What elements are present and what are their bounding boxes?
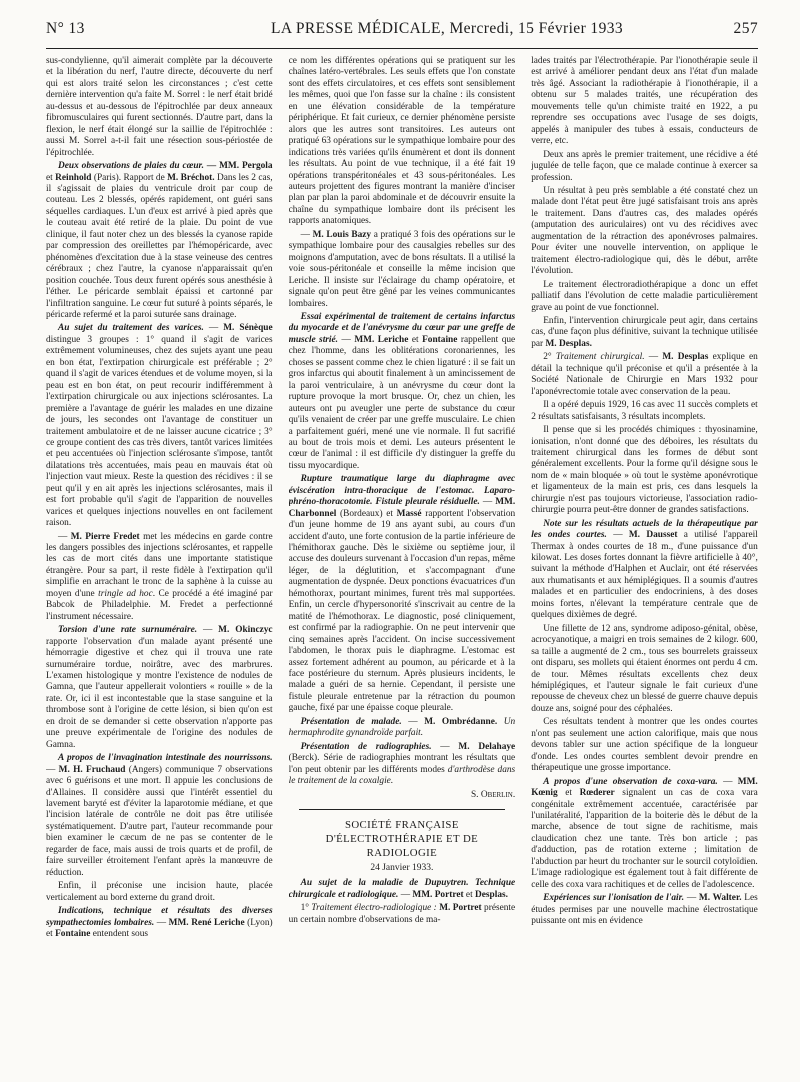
author: Desplas. — [475, 889, 508, 900]
section-heading: Expériences sur l'ionisation de l'air. — [543, 893, 685, 904]
author: M. Bréchot. — [167, 172, 215, 183]
text: — — [479, 497, 496, 508]
author: Rœderer — [579, 788, 615, 799]
masthead — [46, 20, 758, 44]
author: M. Desplas. — [545, 338, 592, 349]
paragraph: Une fillette de 12 ans, syndrome adiposo-génital, obèse, acrocyanotique, a maigri en trois semaines de 2 kilogr. 600, sa taille a augmenté de 2 cm., tous ses bourrelets graisseux ont disparu, ses mollets qui étaient énormes ont perdu 4 cm. de tour. Mêmes résultats excellents chez deux hémiplégiques, et l'auteur signale le fait curieux d'une repousse de cheveux chez un blessé de guerre chauve depuis douze ans, soigné pour des céphalées. — [531, 623, 758, 714]
author: M. Walter. — [698, 893, 742, 904]
society-name-line-1: SOCIÉTÉ FRANÇAISE — [344, 819, 459, 831]
author: M. Sénèque — [223, 323, 273, 334]
text: et — [46, 172, 56, 183]
column-3 — [531, 56, 758, 1074]
column-2 — [289, 56, 516, 1074]
text: — — [58, 531, 71, 542]
section-heading: A propos d'une observation de coxa-vara. — [543, 776, 718, 787]
text: rapporte l'observation d'un malade ayant présenté une hémorragie digestive et chez qui il trouva une rate surnuméraire tordue, noirâtre, avec des marbrures. L'examen histologique y montre l'existence de nodules de Gamna, que l'auteur appellerait volontiers « rouille » de la rate. Or, ici il est incontestable que la stase sanguine et la thrombose sont à l'origine de cette lésion, si bien qu'on est en droit de se demander si cette observation n'apporte pas une preuve expérimentale de l'origine des nodules de Gamna. — [46, 636, 273, 750]
text: (Angers) communique 7 observations avec 6 guérisons et une mort. Il appuie les conclusions de d'Allaines. Il considère aussi que l'intérêt essentiel du lavement baryté est d'éviter la laparotomie médiane, et que l'incision latérale de contrôle ne doit pas être utilisée systématiquement. D'autre part, l'auteur recommande pour bien examiner le cæcum de ne pas se contenter de le regarder de face, mais aussi de trois quarts et de profil, de faire surveiller étroitement l'enfant après la manœuvre de réduction. — [46, 764, 273, 878]
paragraph — [289, 742, 516, 788]
text: (Berck). Série de radiographies montrant les résultats que l'on peut obtenir par les différents modes — [288, 753, 516, 775]
text: . Ce procédé a été imaginé par Babcok de Philadelphie. M. Fredet a perfectionné l'instrument nécessaire. — [46, 588, 273, 622]
paragraph: Le traitement électroradiothérapique a donc un effet palliatif dans l'évolution de cette maladie particulièrement grave au point de vue fonctionnel. — [531, 279, 758, 313]
italic-text: Un hermaphrodite gynandroïde parfait. — [288, 716, 516, 739]
author: M. Dausset — [628, 530, 678, 541]
author: Massé — [396, 508, 422, 519]
paragraph — [46, 906, 273, 940]
author: M. Okinczyc — [218, 625, 273, 636]
paragraph: sus-condylienne, qu'il aimerait complète par la découverte et la libération du nerf, l'autre directe, découverte du nerf qui est alors traité selon les circonstances ; c'est cette dernière intervention qu'a faite M. Sorrel : le nerf était bridé au-dessus et au-dessous de l'épitrochlée par deux anneaux fibromusculaires qui furent sectionnés. D'autre part, dans la flexion, le nerf était élongé sur la saillie de l'épitrochlée : aussi M. Sorrel a-t-il fait une résection sous-périostée de l'épitrochlée. — [46, 56, 273, 158]
text: — — [154, 917, 169, 928]
author: MM. René Leriche — [168, 917, 245, 928]
author: MM. Pergola — [219, 161, 273, 172]
section-heading: Au sujet du traitement des varices. — [58, 323, 204, 334]
paragraph: Un résultat à peu près semblable a été constaté chez un malade dont l'état peut être jugé satisfaisant trois ans après le traitement. Dans d'autres cas, des malades opérés (amputation des auriculaires) ont vu des récidives avec augmentation de la rétraction des aponévroses palmaires. Pour éviter une nouvelle intervention, on applique le traitement électro-radiologique qui, dès le début, arrête l'évolution. — [531, 185, 758, 277]
issue-number: N° 13 — [46, 20, 85, 37]
text: et — [557, 788, 580, 799]
paragraph: Ces résultats tendent à montrer que les ondes courtes n'ont pas seulement une action calorifique, mais que nous devons tabler sur une action spécifique de la longueur d'onde. Les ondes courtes semblent devoir prendre en thérapeutique une grosse importance. — [531, 717, 758, 774]
author: Fontaine — [55, 928, 91, 939]
paragraph — [46, 161, 273, 321]
text: 1° — [300, 903, 312, 914]
paragraph — [46, 625, 273, 751]
text: signalent un cas de coxa vara congénitale extrêmement accentuée, caractérisée par l'unilatéralité, l'apparition de la boiterie dès le début de la marche, absence de tout signe de rachitisme, mais claudication chez une tante. Très bon article ; pas d'adduction, pas de rotation externe ; limitation de l'abduction par heurt du trochanter sur le sourcil cotyloïdien. L'image radiologique est également tout à fait différente de celle des coxa vara rachitiques et de celles de l'adolescence. — [531, 788, 758, 890]
text: entendent sous — [90, 928, 149, 939]
text: — — [338, 334, 355, 345]
text: explique en détail la technique qu'il préconise et qu'il a présentée à la Société Nationale de Chirurgie en Mars 1932 pour l'aponévrectomie totale avec conservation de la peau. — [531, 352, 758, 397]
section-heading: Rupture traumatique large du diaphragme avec éviscération intra-thoracique de l'estomac. Laparo-phréno-thoracotomie. Fistule pleurale résiduelle. — [288, 474, 516, 508]
paragraph — [289, 312, 516, 472]
author: MM. Kœnig — [531, 776, 758, 799]
author: M. Desplas — [662, 352, 709, 363]
author: M. Ombrédanne. — [424, 716, 498, 727]
text: et — [408, 334, 423, 345]
column-1 — [46, 56, 273, 1074]
text: 2° — [543, 352, 556, 363]
section-heading: Présentation de malade. — [300, 716, 402, 727]
author: M. Pierre Fredet — [70, 531, 140, 542]
section-heading: Indications, technique et résultats des diverses sympathectomies lombaires. — [46, 906, 273, 928]
text: rappellent que chez l'homme, dans les oblitérations coronariennes, les choses se passent comme chez le chien ligaturé : il se fait un gros infarctus qui aboutit finalement à un amincissement de la paroi ventriculaire, à un anévrysme du cœur dont la rupture provoque la mort brusque. Or, chez un chien, les auteurs ont pu aveugler une perte de substance du cœur qu'ils venaient de créer par une greffe musculaire. Le chien a parfaitement guéri, mené une vie normale. Il fut sacrifié au bout de trois mois et demi. Les auteurs présentent le cœur de l'animal : il est difficile d'y distinguer la greffe du tissu myocardique. — [288, 334, 516, 471]
paragraph — [289, 474, 516, 715]
text: rapportent l'observation d'un jeune homme de 19 ans ayant subi, au cours d'un accident d'auto, une forte contusion de la partie inférieure de l'hémithorax gauche. Dès le sixième ou septième jour, il accuse des douleurs survenant à l'occasion d'un repas, même léger, de la déglutition, et s'accompagnant d'une augmentation de dyspnée. Deux ponctions évacuatrices d'un hémothorax, pourtant minimes, furent très mal supportées. Enfin, un cercle d'hypersonorité s'inscrivait au centre de la matité de l'hémothorax. Le diagnostic, posé cliniquement, est confirmé par la radiographie. On ne peut intervenir que cinq semaines après l'accident. On incise successivement l'abdomen, le thorax puis le diaphragme. L'estomac est assez fortement adhérent au poumon, au péricarde et à la face postérieure du sternum. Après plusieurs incidents, le malade a guéri de sa hernie. Cependant, il persiste une fistule pleurale entretenue par la rétraction du poumon gauche, fixé par une épaisse coque pleurale. — [288, 508, 516, 714]
paragraph: Deux ans après le premier traitement, une récidive a été jugulée de telle façon, que ce malade continue à exercer sa profession. — [531, 149, 758, 183]
text: — — [431, 741, 459, 752]
text: — — [398, 889, 413, 900]
author: MM. Charbonnel — [288, 497, 516, 519]
paragraph — [531, 352, 758, 398]
section-heading: Au sujet de la maladie de Dupuytren. Technique chirurgicale et radiologique. — [288, 878, 516, 900]
italic-text: Traitement chirurgical. — [555, 352, 645, 363]
section-heading: A propos de l'invagination intestinale des nourrissons. — [58, 753, 273, 764]
text: — — [717, 776, 738, 787]
society-heading — [299, 809, 506, 874]
paragraph — [46, 532, 273, 624]
text: Dans les 2 cas, il s'agissait de plaies du ventricule droit par coup de couteau. Les 2 blessés, opérés rapidement, ont guéri sans séquelles cardiaques. L'un d'eux est arrivé à pied après que le couteau avait été retiré de la plaie. Du point de vue clinique, il faut noter chez un des blessés la cyanose rapide par compression des oreillettes par l'hémopéricarde, avec phénomènes d'excitation due à la stase veineuse des centres cérébraux ; chez l'autre, la cyanose n'apparaissait qu'en position couchée. Tous deux furent opérés sous anesthésie à l'éther. Le péricarde semblait épaissi et cartonné par l'infiltration sanguine. Le cœur fut suturé à points séparés, le péricarde refermé et la paroi suturée sans drainage. — [46, 172, 273, 320]
paragraph — [289, 903, 516, 926]
text: et — [463, 889, 476, 900]
text: présente un certain nombre d'observations de ma- — [288, 903, 516, 925]
section-heading: Essai expérimental de traitement de certains infarctus du myocarde et de l'anévrysme du cœur par une greffe de muscle strié. — [288, 311, 516, 345]
paragraph — [289, 230, 516, 310]
author: M. Portret — [436, 903, 482, 914]
paragraph: Il a opéré depuis 1929, 16 cas avec 11 succès complets et 2 résultats satisfaisants, 3 résultats incomplets. — [531, 400, 758, 422]
section-heading: Torsion d'une rate surnuméraire. — [58, 625, 198, 636]
society-name-line-2: D'ÉLECTROTHÉRAPIE ET DE RADIOLOGIE — [325, 833, 479, 859]
author: MM. Leriche — [354, 334, 409, 345]
author: MM. Portret — [412, 889, 464, 900]
paragraph — [46, 753, 273, 879]
paragraph: Il pense que si les procédés chimiques : thyosinamine, ionisation, n'ont donné que des déboires, les résultats du traitement chirurgical dans les formes de début sont généralement excellents. Pour la forme qu'il désigne sous le nom de « main bloquée » où tout le système aponévrotique et ligamenteux de la main est pris, ces dans lesquels la chirurgie n'est pas toujours victorieuse, l'association radio-chirurgie pourra peut-être donner de grandes satisfactions. — [531, 425, 758, 516]
paragraph — [531, 893, 758, 927]
text: a pratiqué 3 fois des opérations sur le sympathique lombaire pour des causalgies rebelles sur des moignons d'amputation, avec de bons résultats. Il a utilisé la voie sous-péritonéale et conseille la même incision que Leriche. Il insiste sur l'éclairage du champ opératoire, et signale qu'on peut être gêné par les veines communicantes lombaires. — [288, 229, 516, 309]
author: Reinhold — [55, 172, 92, 183]
section-heading: Présentation de radiographies. — [300, 741, 432, 752]
paragraph: lades traités par l'électrothérapie. Par l'ionothérapie seule il est arrivé à améliorer pendant deux ans l'état d'un malade très âgé. Associant la radiothérapie à l'ionothérapie, il a obtenu sur 5 malades traités, une récupération des mouvements telle qu'un chimiste traité en 1922, a pu reprendre ses occupations avec l'usage de ses doigts, appelés à manipuler des tubes à essais, conducteurs de verre, etc. — [531, 56, 758, 147]
italic-text: Traitement électro-radiologique : — [311, 903, 437, 914]
society-date: 24 Janvier 1933. — [370, 863, 434, 873]
text: a utilisé l'appareil Thermax à ondes courtes de 18 m., d'une puissance d'un kilowat. Les doses fortes donnant la fièvre artificielle à 40°, suivant la méthode d'Halphen et Auclair, ont été réservées aux rhumatisants et aux hémiplégiques. Il a soumis d'autres malades et en particulier des endocriniens, à des doses moins fortes, n'élevant la température centrale que de quelques dixièmes de degré. — [531, 530, 758, 621]
paragraph — [531, 777, 758, 892]
text: — — [300, 229, 313, 240]
paragraph: ce nom les différentes opérations qui se pratiquent sur les chaînes latéro-vertébrales. Les seuls effets que l'on constate sont des effets circulatoires, et ces effets sont sensiblement les mêmes, quoi que l'on fasse sur la chaîne : ils consistent en une élévation considérable de la température périphérique. Et fait curieux, ce dernier phénomène persiste alors que les autres sont transitoires. Les auteurs ont pratiqué 63 opérations sur le sympathique lombaire pour des indications très variées qu'ils énumèrent et dont ils donnent les résultats. Au point de vue technique, il a été fait 19 opérations transpéritonéales et 43 sous-péritonéales. Les auteurs projettent des figures montrant la manière d'inciser plan par plan la paroi abdominale et de découvrir ensuite la chaîne du sympathique lombaire dont ils précisent les rapports anatomiques. — [288, 56, 516, 227]
text: (Bordeaux) et — [336, 508, 397, 519]
paragraph — [531, 519, 758, 622]
text: — — [401, 716, 425, 727]
page-number: 257 — [733, 20, 758, 37]
header-rule — [46, 48, 758, 49]
text: (Lyon) et — [46, 917, 273, 939]
section-heading: Deux observations de plaies du cœur. — — [58, 161, 217, 172]
text: Enfin, l'intervention chirurgicale peut agir, dans certains cas, d'une façon plus définitive, suivant la technique utilisée par — [531, 315, 758, 349]
author: M. Delahaye — [458, 741, 516, 752]
publication-title: LA PRESSE MÉDICALE, Mercredi, 15 Février 1933 — [270, 20, 624, 37]
text: — — [197, 625, 219, 636]
section-heading: Note sur les résultats actuels de la thérapeutique par les ondes courtes. — [531, 518, 758, 541]
paragraph — [289, 878, 516, 901]
signature: S. Oberlin. — [470, 789, 516, 800]
text: distingue 3 groupes : 1° quand il s'agit de varices extrêmement volumineuses, chez des sujets ayant une peau en bon état, l'extirpation chirurgicale est préférable ; 2° quand il s'agit de varices étendues et de volume moyen, si la peau est en bon état, on peut recourir indifféremment à l'extirpation chirurgicale ou aux injections sclérosantes. La première a l'avantage de guérir les malades en une dizaine de jours, les secondes ont l'avantage de constituer un traitement ambulatoire et de ne laisser aucune cicatrice ; 3° ce groupe contient des cas très divers, tantôt varices limitées et peu accentuées où l'injection sclérosante s'impose, tantôt dilatations très accentuées, mais peau en mauvais état où l'injection vaut mieux. Reste la question des récidives : il se peut qu'il y en ait après les injections sclérosantes, mais il est fort probable qu'il s'agit de l'apparition de nouvelles varices et quelques injections nouvelles en ont facilement raison. — [46, 334, 273, 529]
text: met les médecins en garde contre les dangers possibles des injections sclérosantes, et rappelle les cas de mort cités dans une importante statistique étrangère. Pour sa part, il reste fidèle à l'extirpation qu'il simplifie en arrachant le tronc de la saphène à la cuisse au moyen d'une — [46, 531, 273, 599]
paragraph — [46, 323, 273, 529]
author: M. H. Fruchaud — [58, 764, 126, 775]
paragraph: Enfin, il préconise une incision haute, placée verticalement au bord externe du grand droit. — [46, 881, 273, 903]
author: Fontaine — [422, 334, 458, 345]
text: (Paris). Rapport de — [91, 172, 168, 183]
text: — — [203, 323, 224, 334]
italic-text: d'arthrodèse dans le traitement de la coxalgie. — [288, 764, 516, 787]
text: — — [644, 352, 663, 363]
paragraph — [289, 717, 516, 740]
paragraph — [531, 316, 758, 350]
italic-text: tringle ad hoc — [98, 588, 153, 599]
text: — — [684, 893, 699, 904]
text: — — [606, 530, 629, 541]
author: M. Louis Bazy — [312, 229, 372, 240]
text: — — [46, 764, 59, 775]
text: Les études permises par une nouvelle machine électrostatique puissante ont mis en évidence — [531, 893, 758, 927]
text-columns — [46, 56, 758, 1074]
